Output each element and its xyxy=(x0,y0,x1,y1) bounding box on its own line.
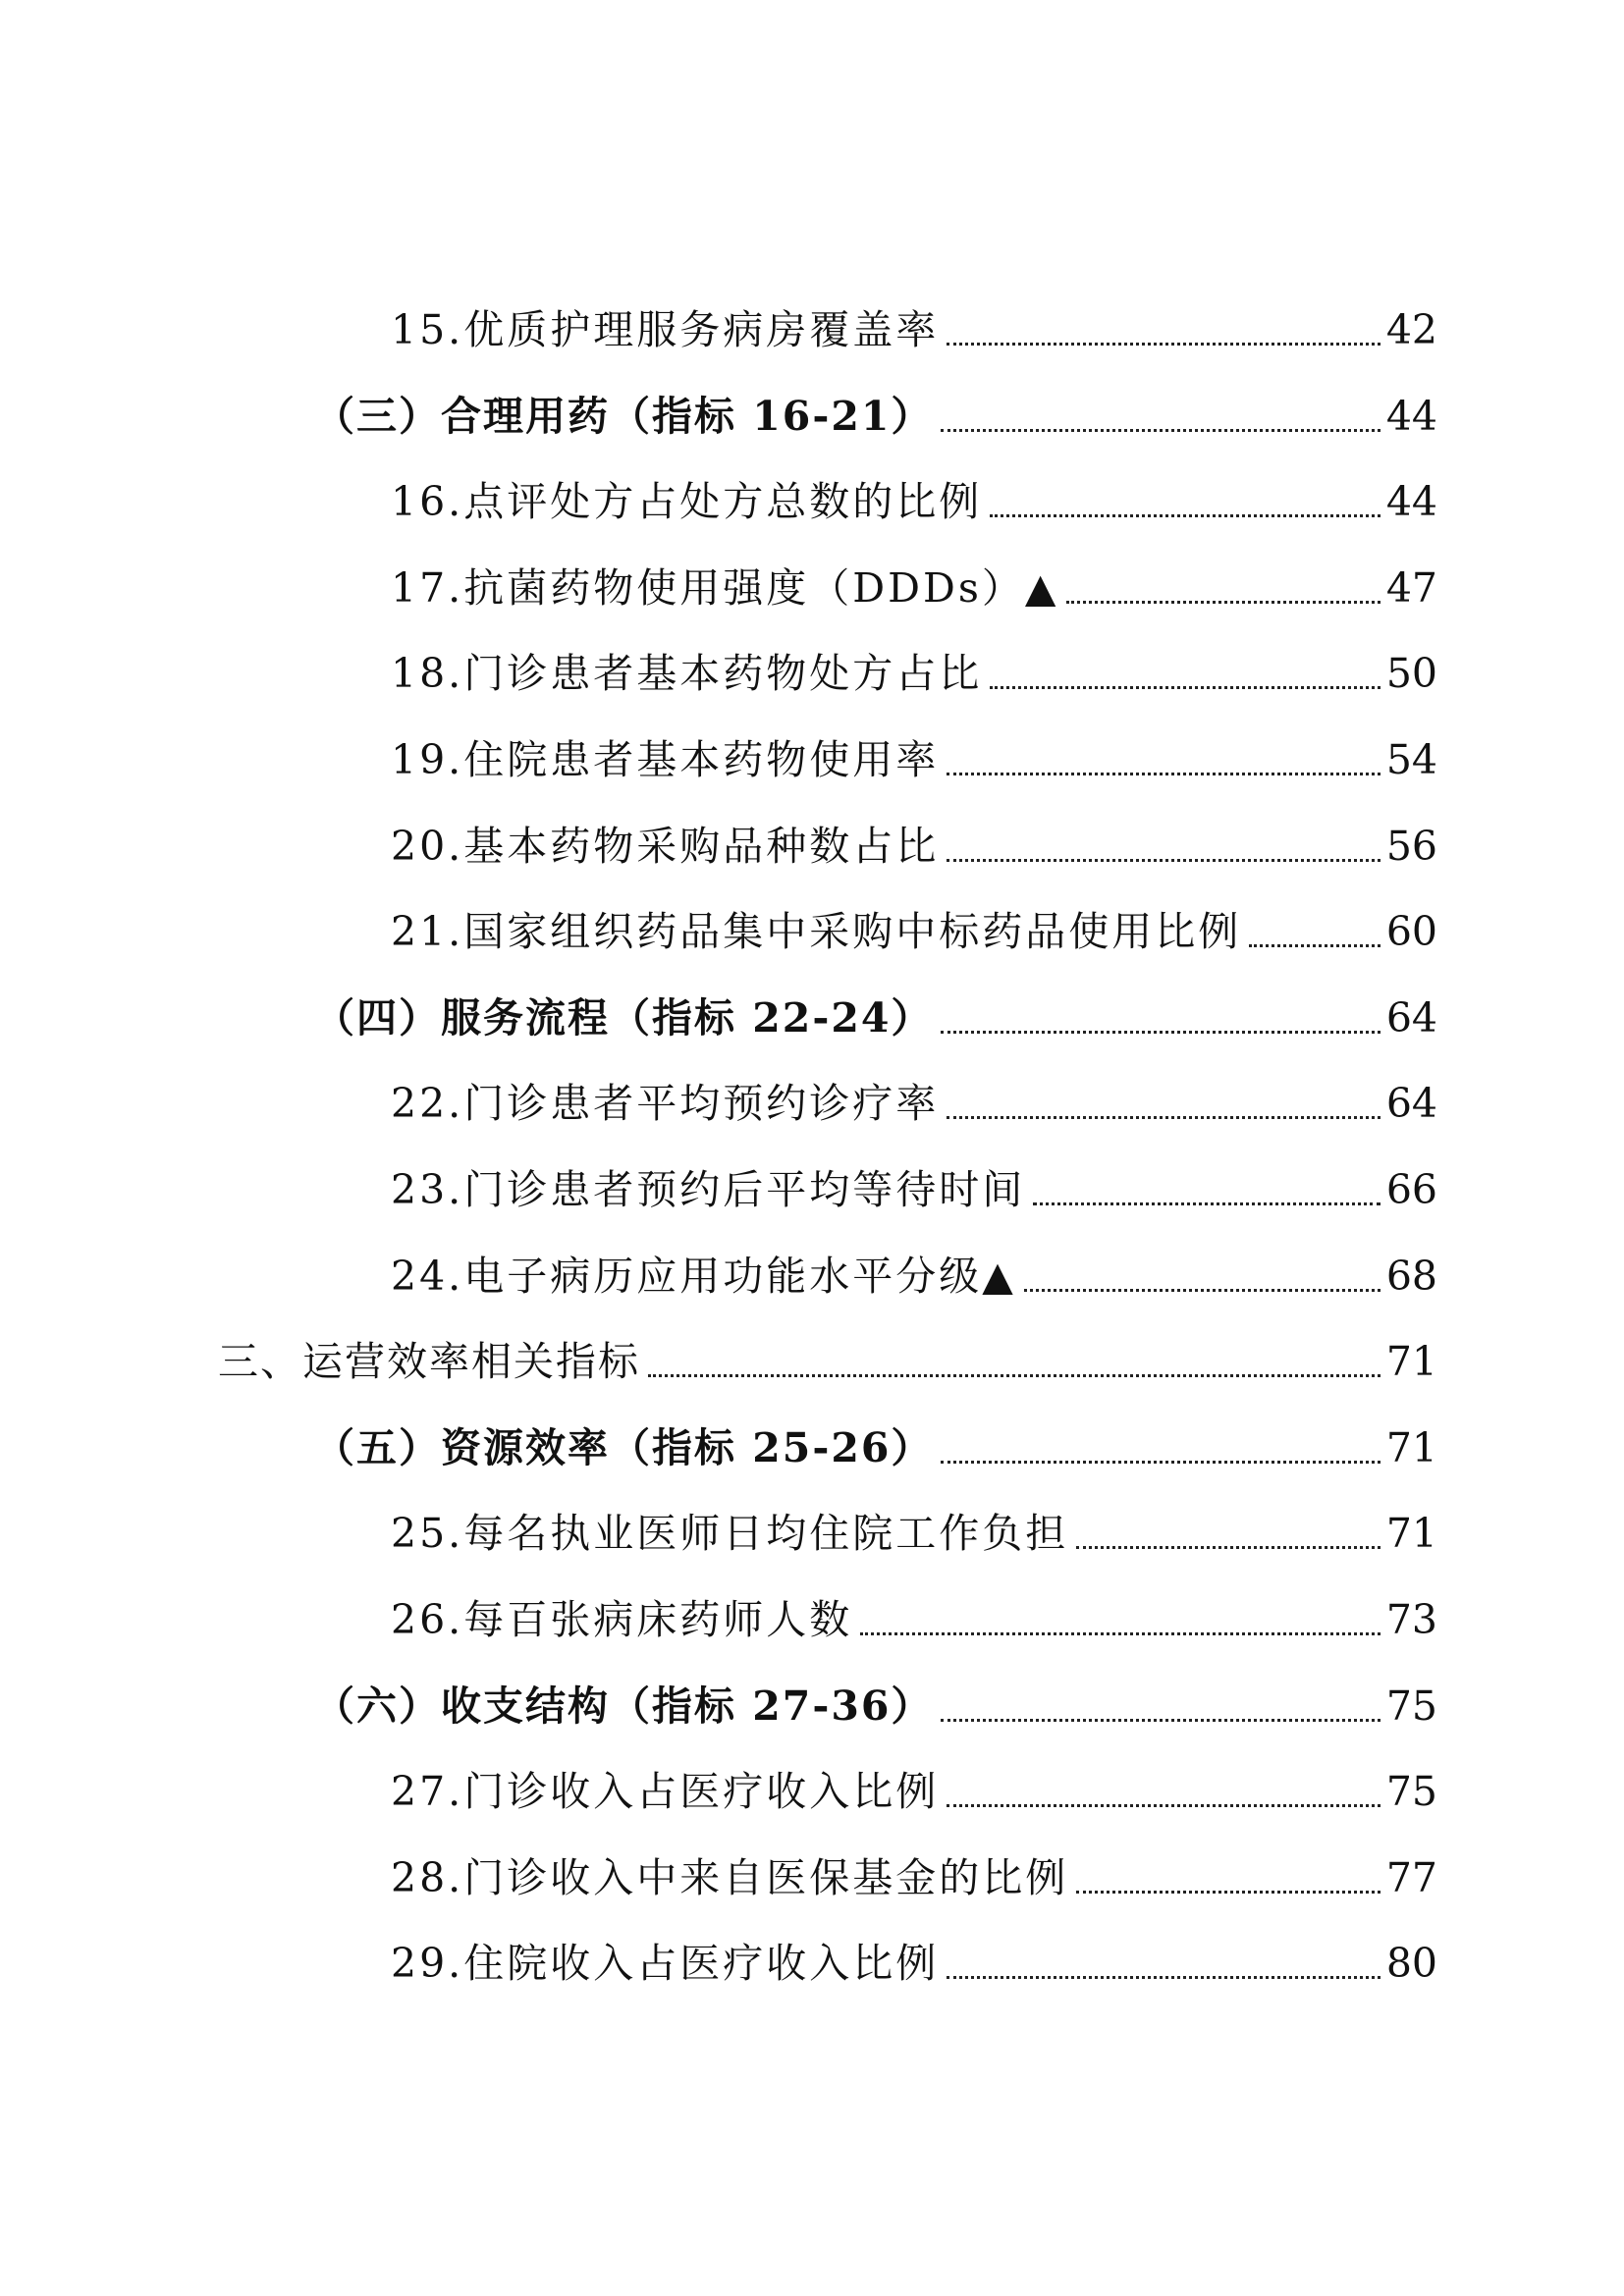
toc-dot-leader xyxy=(1024,1289,1380,1292)
toc-entry-page-number: 54 xyxy=(1385,736,1437,783)
toc-dot-leader xyxy=(941,429,1380,432)
toc-entry[interactable] xyxy=(391,1934,1437,1993)
toc-entry[interactable] xyxy=(391,300,1437,359)
toc-entry-page-number: 44 xyxy=(1385,392,1437,440)
toc-entry-page-number: 64 xyxy=(1385,993,1437,1041)
toc-entry-page-number: 75 xyxy=(1385,1682,1437,1730)
toc-entry-page-number: 80 xyxy=(1385,1940,1437,1988)
toc-entry-page-number: 73 xyxy=(1385,1596,1437,1643)
toc-entry[interactable] xyxy=(391,559,1437,617)
toc-entry-page-number: 68 xyxy=(1385,1252,1437,1300)
toc-dot-leader xyxy=(1076,1546,1380,1549)
toc-dot-leader xyxy=(1066,601,1380,604)
toc-dot-leader xyxy=(1249,944,1380,947)
toc-entry-page-number: 47 xyxy=(1385,563,1437,612)
toc-entry-title: 16.点评处方占处方总数的比例 xyxy=(391,478,983,526)
toc-entry[interactable] xyxy=(314,1418,1437,1477)
toc-entry-title: 20.基本药物采购品种数占比 xyxy=(391,822,940,870)
toc-entry-title: 19.住院患者基本药物使用率 xyxy=(391,736,940,783)
toc-entry-title: （三）合理用药（指标 16-21） xyxy=(314,392,934,440)
toc-entry-title: 29.住院收入占医疗收入比例 xyxy=(391,1940,940,1988)
toc-dot-leader xyxy=(947,1804,1380,1807)
toc-entry-title: 15.优质护理服务病房覆盖率 xyxy=(391,306,940,353)
toc-entry-page-number: 71 xyxy=(1385,1423,1437,1471)
toc-dot-leader xyxy=(860,1632,1380,1635)
toc-entry-title: （四）服务流程（指标 22-24） xyxy=(314,993,934,1041)
toc-entry-title: 21.国家组织药品集中采购中标药品使用比例 xyxy=(391,908,1242,956)
toc-entry[interactable] xyxy=(391,1247,1437,1306)
toc-entry-title: 28.门诊收入中来自医保基金的比例 xyxy=(391,1853,1069,1901)
toc-entry[interactable] xyxy=(391,644,1437,703)
toc-entry-title: 25.每名执业医师日均住院工作负担 xyxy=(391,1510,1069,1558)
toc-entry[interactable] xyxy=(391,1074,1437,1133)
toc-entry-title: 17.抗菌药物使用强度（DDDs）▲ xyxy=(391,563,1059,612)
toc-entry[interactable] xyxy=(314,387,1437,446)
toc-dot-leader xyxy=(990,686,1380,689)
toc-dot-leader xyxy=(947,1976,1380,1979)
toc-entry-page-number: 77 xyxy=(1385,1853,1437,1901)
toc-entry-page-number: 60 xyxy=(1385,908,1437,956)
toc-entry[interactable] xyxy=(314,988,1437,1047)
toc-entry[interactable] xyxy=(391,817,1437,876)
toc-dot-leader xyxy=(1033,1202,1380,1205)
toc-entry[interactable] xyxy=(391,902,1437,961)
toc-entry-title: 27.门诊收入占医疗收入比例 xyxy=(391,1768,940,1816)
toc-dot-leader xyxy=(947,343,1380,346)
toc-dot-leader xyxy=(941,1461,1380,1464)
toc-entry-page-number: 64 xyxy=(1385,1080,1437,1128)
toc-dot-leader xyxy=(990,514,1380,517)
toc-entry-title: 26.每百张病床药师人数 xyxy=(391,1596,853,1643)
toc-entry-page-number: 75 xyxy=(1385,1768,1437,1816)
toc-entry-title: 三、运营效率相关指标 xyxy=(218,1338,640,1386)
toc-entry[interactable] xyxy=(391,1504,1437,1563)
toc-entry-page-number: 50 xyxy=(1385,650,1437,698)
toc-dot-leader xyxy=(941,1719,1380,1722)
toc-entry-page-number: 44 xyxy=(1385,478,1437,526)
toc-entry[interactable] xyxy=(391,730,1437,789)
toc-entry-title: 23.门诊患者预约后平均等待时间 xyxy=(391,1166,1026,1213)
toc-entry-page-number: 66 xyxy=(1385,1166,1437,1213)
toc-dot-leader xyxy=(648,1374,1380,1377)
toc-entry-page-number: 71 xyxy=(1385,1510,1437,1558)
toc-entry-title: 24.电子病历应用功能水平分级▲ xyxy=(391,1252,1016,1300)
toc-entry[interactable] xyxy=(391,1160,1437,1219)
toc-entry[interactable] xyxy=(218,1332,1437,1391)
toc-dot-leader xyxy=(947,773,1380,775)
toc-entry-title: 22.门诊患者平均预约诊疗率 xyxy=(391,1080,940,1128)
toc-entry[interactable] xyxy=(391,472,1437,531)
toc-entry-page-number: 42 xyxy=(1385,306,1437,353)
toc-entry-title: 18.门诊患者基本药物处方占比 xyxy=(391,650,983,698)
toc-entry[interactable] xyxy=(391,1848,1437,1907)
toc-entry[interactable] xyxy=(314,1677,1437,1735)
toc-entry-page-number: 56 xyxy=(1385,822,1437,870)
toc-dot-leader xyxy=(941,1031,1380,1034)
toc-entry-page-number: 71 xyxy=(1385,1338,1437,1386)
toc-entry-title: （五）资源效率（指标 25-26） xyxy=(314,1423,934,1471)
toc-dot-leader xyxy=(1076,1891,1380,1894)
toc-dot-leader xyxy=(947,1116,1380,1119)
toc-entry-title: （六）收支结构（指标 27-36） xyxy=(314,1682,934,1730)
toc-entry[interactable] xyxy=(391,1762,1437,1821)
toc-entry[interactable] xyxy=(391,1590,1437,1649)
toc-dot-leader xyxy=(947,859,1380,862)
